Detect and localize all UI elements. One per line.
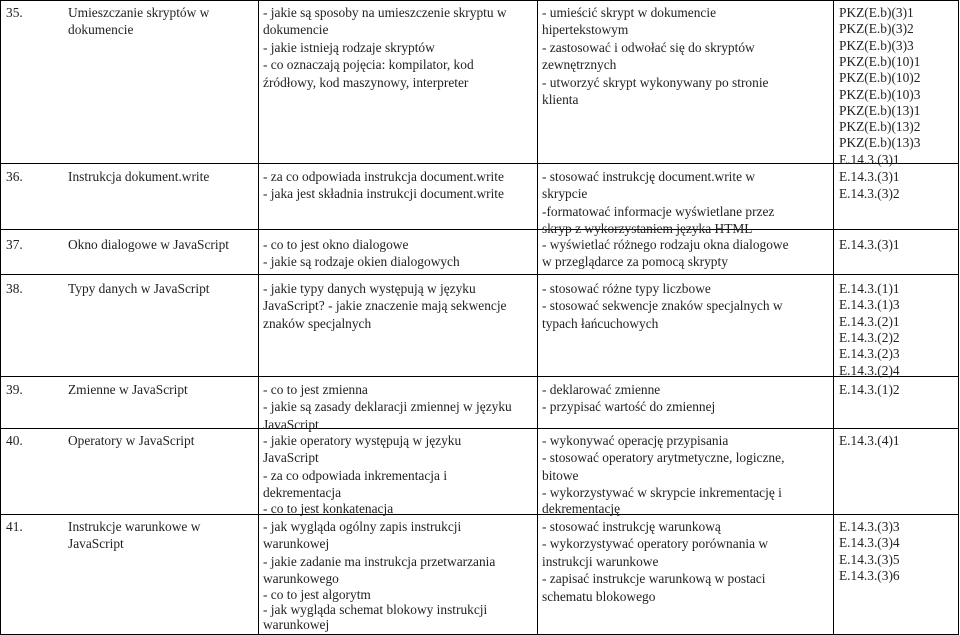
content-line: - za co odpowiada instrukcja document.write (263, 169, 504, 184)
skills-line: skrypcie (542, 186, 588, 202)
skills-line: - wyświetlać różnego rodzaju okna dialogowe (542, 237, 789, 252)
code-line: E.14.3.(2)3 (839, 346, 900, 362)
skills-line: - wykonywać operację przypisania (542, 433, 729, 448)
content-line: - co oznaczają pojęcia: kompilator, kod (263, 57, 474, 73)
skills-line: schematu blokowego (542, 588, 656, 604)
skills-line: typach łańcuchowych (542, 315, 659, 331)
skills-line: - deklarować zmienne (542, 382, 661, 397)
code-line: E.14.3.(3)5 (839, 551, 900, 567)
row-number: 41. (6, 519, 23, 534)
code-line: E.14.3.(3)3 (839, 519, 900, 534)
content-line: znaków specjalnych (263, 315, 372, 331)
skills-line: - stosować sekwencje znaków specjalnych w (542, 298, 783, 314)
code-line: E.14.3.(3)6 (839, 567, 900, 583)
content-line: JavaScript (263, 416, 319, 432)
code-line: E.14.3.(2)4 (839, 362, 900, 378)
skills-line: skryp z wykorzystaniem języka HTML (542, 221, 753, 237)
row-divider (0, 229, 959, 230)
code-line: E.14.3.(4)1 (839, 433, 900, 448)
topic-line: Instrukcja dokument.write (68, 169, 210, 184)
content-line: - jakie istnieją rodzaje skryptów (263, 39, 435, 55)
skills-line: - stosować instrukcję document.write w (542, 169, 756, 184)
skills-line: - stosować różne typy liczbowe (542, 281, 711, 296)
content-line: - co to jest konkatenacja (263, 500, 394, 516)
row-number: 36. (6, 169, 23, 184)
content-line: - jakie są rodzaje okien dialogowych (263, 254, 460, 270)
row-divider (0, 376, 959, 377)
row-number: 37. (6, 237, 23, 252)
column-divider (258, 0, 259, 635)
skills-line: -formatować informacje wyświetlane przez (542, 203, 775, 219)
content-line: - jakie typy danych występują w języku (263, 281, 476, 296)
skills-line: - przypisać wartość do zmiennej (542, 399, 716, 415)
column-divider (833, 0, 834, 635)
skills-line: w przeglądarce za pomocą skrypty (542, 254, 728, 270)
code-line: E.14.3.(1)1 (839, 281, 900, 296)
topic-line: dokumencie (68, 22, 134, 38)
row-divider (0, 428, 959, 429)
skills-line: - stosować operatory arytmetyczne, logiczne, (542, 450, 785, 466)
content-line: warunkowej (263, 617, 330, 633)
table-border-top (0, 0, 959, 1)
content-line: - co to jest okno dialogowe (263, 237, 409, 252)
table-border-left (0, 0, 1, 635)
topic-line: Typy danych w JavaScript (68, 281, 210, 296)
skills-line: zewnętrznych (542, 57, 617, 73)
code-line: PKZ(E.b)(3)2 (839, 21, 914, 37)
row-number: 38. (6, 281, 23, 296)
code-line: E.14.3.(2)1 (839, 313, 900, 329)
skills-line: - wykorzystywać w skrypcie inkrementację i (542, 485, 782, 501)
content-line: - jak wygląda schemat blokowy instrukcji (263, 602, 488, 617)
content-line: warunkowej (263, 536, 330, 552)
topic-line: JavaScript (68, 536, 124, 552)
content-line: - za co odpowiada inkrementacja i (263, 467, 448, 483)
topic-line: Okno dialogowe w JavaScript (68, 237, 230, 252)
topic-line: Umieszczanie skryptów w (68, 5, 210, 20)
code-line: E.14.3.(3)1 (839, 151, 900, 167)
code-line: E.14.3.(3)4 (839, 535, 900, 551)
code-line: PKZ(E.b)(3)1 (839, 5, 914, 20)
code-line: E.14.3.(3)1 (839, 169, 900, 184)
code-line: E.14.3.(1)2 (839, 382, 900, 397)
skills-line: - utworzyć skrypt wykonywany po stronie (542, 74, 769, 90)
content-line: - jakie są sposoby na umieszczenie skryptu w (263, 5, 507, 20)
row-number: 40. (6, 433, 23, 448)
code-line: PKZ(E.b)(3)3 (839, 37, 914, 53)
skills-line: - wykorzystywać operatory porównania w (542, 536, 769, 552)
content-line: JavaScript (263, 450, 319, 466)
skills-line: bitowe (542, 467, 579, 483)
row-divider (0, 163, 959, 164)
code-line: E.14.3.(3)1 (839, 237, 900, 252)
code-line: PKZ(E.b)(13)3 (839, 135, 921, 151)
skills-line: instrukcji warunkowe (542, 553, 659, 569)
code-line: E.14.3.(1)3 (839, 297, 900, 313)
content-line: - jaka jest składnia instrukcji document.write (263, 186, 504, 202)
row-number: 35. (6, 5, 23, 20)
code-line: PKZ(E.b)(10)3 (839, 86, 921, 102)
content-line: - jakie zadanie ma instrukcja przetwarzania (263, 553, 496, 569)
content-line: - jak wygląda ogólny zapis instrukcji (263, 519, 462, 534)
skills-line: dekrementację (542, 500, 621, 516)
content-line: - co to jest zmienna (263, 382, 368, 397)
topic-line: Instrukcje warunkowe w (68, 519, 201, 534)
row-divider (0, 514, 959, 515)
code-line: PKZ(E.b)(13)2 (839, 119, 921, 135)
column-divider (537, 0, 538, 635)
code-line: E.14.3.(2)2 (839, 329, 900, 345)
skills-line: - stosować instrukcję warunkową (542, 519, 721, 534)
code-line: PKZ(E.b)(10)2 (839, 70, 921, 86)
content-line: - co to jest algorytm (263, 586, 371, 602)
code-line: PKZ(E.b)(13)1 (839, 102, 921, 118)
content-line: dekrementacja (263, 485, 342, 501)
table-border-right (958, 0, 959, 635)
skills-line: - zapisać instrukcje warunkową w postaci (542, 571, 766, 587)
skills-line: hipertekstowym (542, 22, 629, 38)
content-line: - jakie operatory występują w języku (263, 433, 462, 448)
content-line: warunkowego (263, 571, 339, 587)
content-line: - jakie są zasady deklaracji zmiennej w języku (263, 399, 512, 415)
row-number: 39. (6, 382, 23, 397)
code-line: PKZ(E.b)(10)1 (839, 53, 921, 69)
topic-line: Zmienne w JavaScript (68, 382, 188, 397)
topic-line: Operatory w JavaScript (68, 433, 195, 448)
skills-line: klienta (542, 92, 579, 107)
row-divider (0, 274, 959, 275)
content-line: JavaScript? - jakie znaczenie mają sekwencje (263, 298, 507, 314)
skills-line: - umieścić skrypt w dokumencie (542, 5, 717, 20)
code-line: E.14.3.(3)2 (839, 186, 900, 202)
content-line: dokumencie (263, 22, 329, 38)
skills-line: - zastosować i odwołać się do skryptów (542, 39, 755, 55)
content-line: źródłowy, kod maszynowy, interpreter (263, 74, 469, 90)
